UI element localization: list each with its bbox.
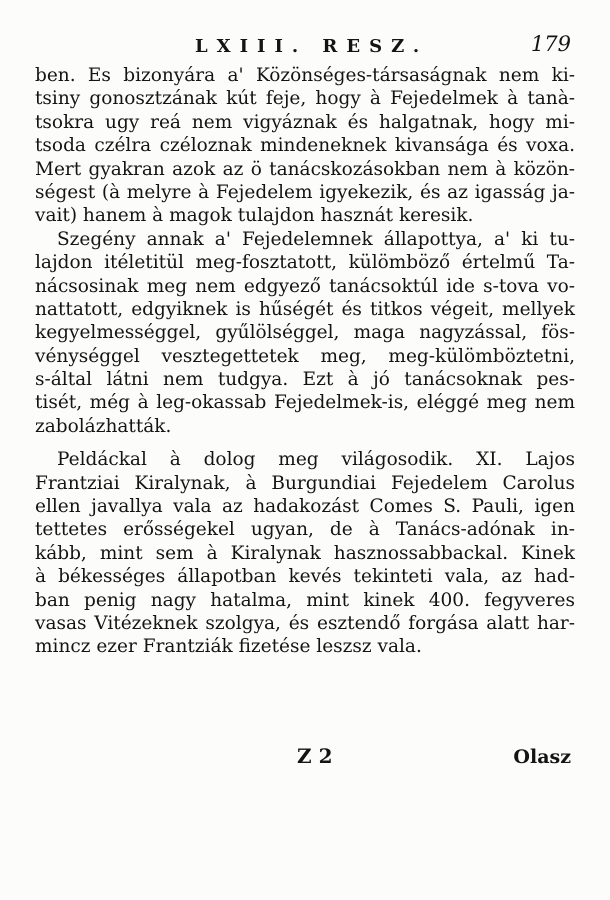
text-line: tettetes erősségekel ugyan, de à Tanács-adónak in- (35, 519, 575, 541)
text-line: ségest (à melyre à Fejedelem igyekezik, és az igasság ja- (35, 181, 575, 203)
text-line: kább, mint sem à Kiralynak hasznossabbackal. Kinek (35, 542, 575, 564)
text-line: mincz ezer Frantziák fizetése leszsz vala. (35, 636, 422, 658)
text-line: kegyelmességgel, gyűlölséggel, maga nagyzással, fös- (35, 322, 575, 344)
text-line: s-által látni nem tudgya. Ezt à jó tanácsoknak pes- (35, 369, 575, 391)
page-header (35, 32, 575, 62)
text-line: lajdon itéletitül meg-fosztatott, külömböző értelmű Ta- (35, 252, 575, 274)
page-footer (35, 744, 575, 776)
text-line: ban penig nagy hatalma, mint kinek 400. fegyveres (35, 589, 575, 611)
running-head: LXIII. RESZ. (195, 36, 429, 57)
text-line: ben. Es bizonyára a' Közönséges-társaságnak nem ki- (35, 65, 575, 86)
text-line: zabolázhatták. (35, 415, 172, 437)
text-line: nattatott, edgyiknek is hűségét és titkos végeit, mellyek (35, 298, 575, 320)
paragraph-gap (35, 438, 575, 448)
text-line: tisét, még à leg-okassab Fejedelmek-is, eléggé meg nem (35, 392, 575, 414)
signature-mark: Z 2 (297, 744, 333, 768)
text-line: Frantziai Kiralynak, à Burgundiai Fejedelem Carolus (35, 472, 575, 494)
text-line: tsokra ugy reá nem vigyáznak és halgatnak, hogy mi- (35, 111, 575, 133)
text-line: Peldáckal à dolog meg világosodik. XI. Lajos (57, 449, 575, 471)
paragraph-2 (35, 228, 575, 439)
text-line: Mert gyakran azok az ö tanácskozásokban nem à közön- (35, 158, 575, 180)
catchword: Olasz (513, 746, 571, 768)
body-text (35, 64, 575, 659)
text-line: Szegény annak a' Fejedelemnek állapottya, a' ki tu- (57, 228, 575, 250)
text-line: à békességes állapotban kevés tekinteti vala, az had- (35, 566, 575, 588)
text-line: vait) hanem à magok tulajdon hasznát keresik. (35, 205, 474, 227)
paragraph-3 (35, 448, 575, 659)
text-line: nácsosinak meg nem edgyező tanácsoktúl ide s-tova vo- (35, 275, 575, 297)
paragraph-1 (35, 64, 575, 228)
text-line: tsoda czélra czéloznak mindeneknek kivansága és voxa. (35, 135, 575, 157)
text-line: tsiny gonosztzának kút feje, hogy à Fejedelmek à tanà- (35, 88, 575, 110)
text-line: vasas Vitézeknek szolgya, és esztendő forgása alatt har- (35, 612, 575, 634)
text-line: vénységgel vesztegettetek meg, meg-külömböztetni, (35, 345, 575, 367)
page-number: 179 (530, 32, 571, 56)
text-line: ellen javallya vala az hadakozást Comes S. Pauli, igen (35, 496, 575, 518)
